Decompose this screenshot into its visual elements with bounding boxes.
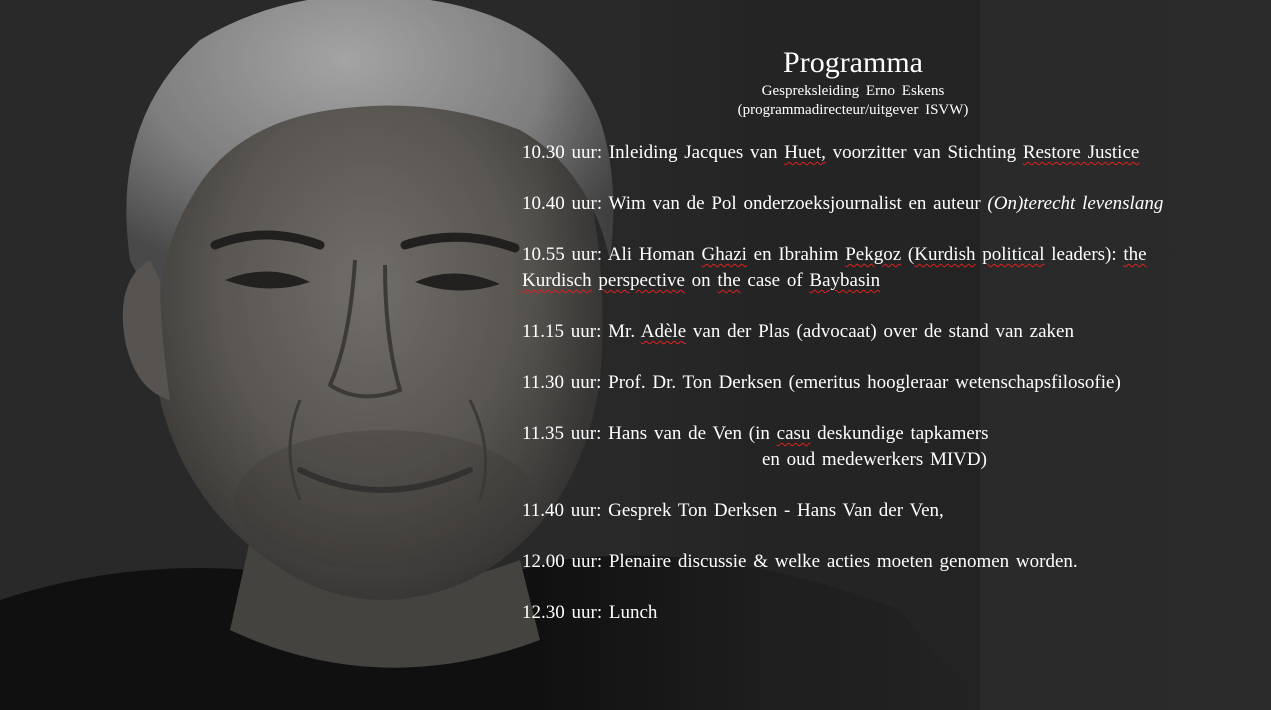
program-item [522,421,1222,473]
item-word: casu [776,423,811,444]
item-text: voorzitter van Stichting [825,142,1023,163]
item-word: the Kurdisch [522,244,1147,291]
item-name: Huet, [784,142,826,163]
item-name: Adèle [640,321,687,342]
item-time: 11.30 uur: [522,372,602,393]
item-time: 11.35 uur: [522,423,602,444]
program-item [522,242,1222,294]
item-text: Wim van de Pol onderzoeksjournalist en auteur [602,193,988,214]
program-item [522,140,1222,166]
item-text: Prof. Dr. Ton Derksen (emeritus hoogleraar wetenschapsfilosofie) [601,372,1121,393]
header [660,44,1046,120]
item-time: 11.15 uur: [522,321,602,342]
page-title: Programma [783,46,923,79]
item-text: Plenaire discussie & welke acties moeten genomen worden. [602,551,1078,572]
program-item [522,319,1222,345]
program-item [522,600,1222,626]
program-list [522,140,1222,651]
item-text: en Ibrahim [746,244,846,265]
subtitle-role: (programmadirecteur/uitgever ISVW) [737,102,969,118]
subtitle-moderator: Gespreksleiding Erno Eskens [761,83,945,99]
item-text-continued: en oud medewerkers MIVD) [762,449,987,470]
item-time: 10.55 uur: [522,244,603,265]
item-word: Kurdish [914,244,976,265]
item-text: van der Plas (advocaat) over de stand van zaken [686,321,1074,342]
item-time: 11.40 uur: [522,500,602,521]
item-time: 12.30 uur: [522,602,603,623]
item-time: 12.00 uur: [522,551,603,572]
item-name: Pekgoz [845,244,902,265]
item-text: Mr. [601,321,641,342]
program-item [522,191,1222,217]
program-item [522,370,1222,396]
item-word: political [982,244,1045,265]
item-name: Restore Justice [1022,142,1140,163]
item-text: Gesprek Ton Derksen - Hans Van der Ven, [601,500,944,521]
program-item [522,498,1222,524]
item-text: case of [740,270,810,291]
item-word: the [717,270,741,291]
item-text: on [684,270,718,291]
program-item [522,549,1222,575]
item-text: deskundige tapkamers [810,423,989,444]
item-text: leaders): [1044,244,1124,265]
item-name: Ghazi [701,244,747,265]
item-text: Lunch [602,602,658,623]
item-word: perspective [598,270,685,291]
item-text: Inleiding Jacques van [602,142,785,163]
item-text: Ali Homan [602,244,702,265]
item-text: Hans van de Ven (in [601,423,777,444]
item-book-title: (On)terecht levenslang [987,193,1164,214]
item-name: Baybasin [809,270,881,291]
item-time: 10.30 uur: [522,142,603,163]
item-time: 10.40 uur: [522,193,603,214]
item-text: ( [901,244,915,265]
